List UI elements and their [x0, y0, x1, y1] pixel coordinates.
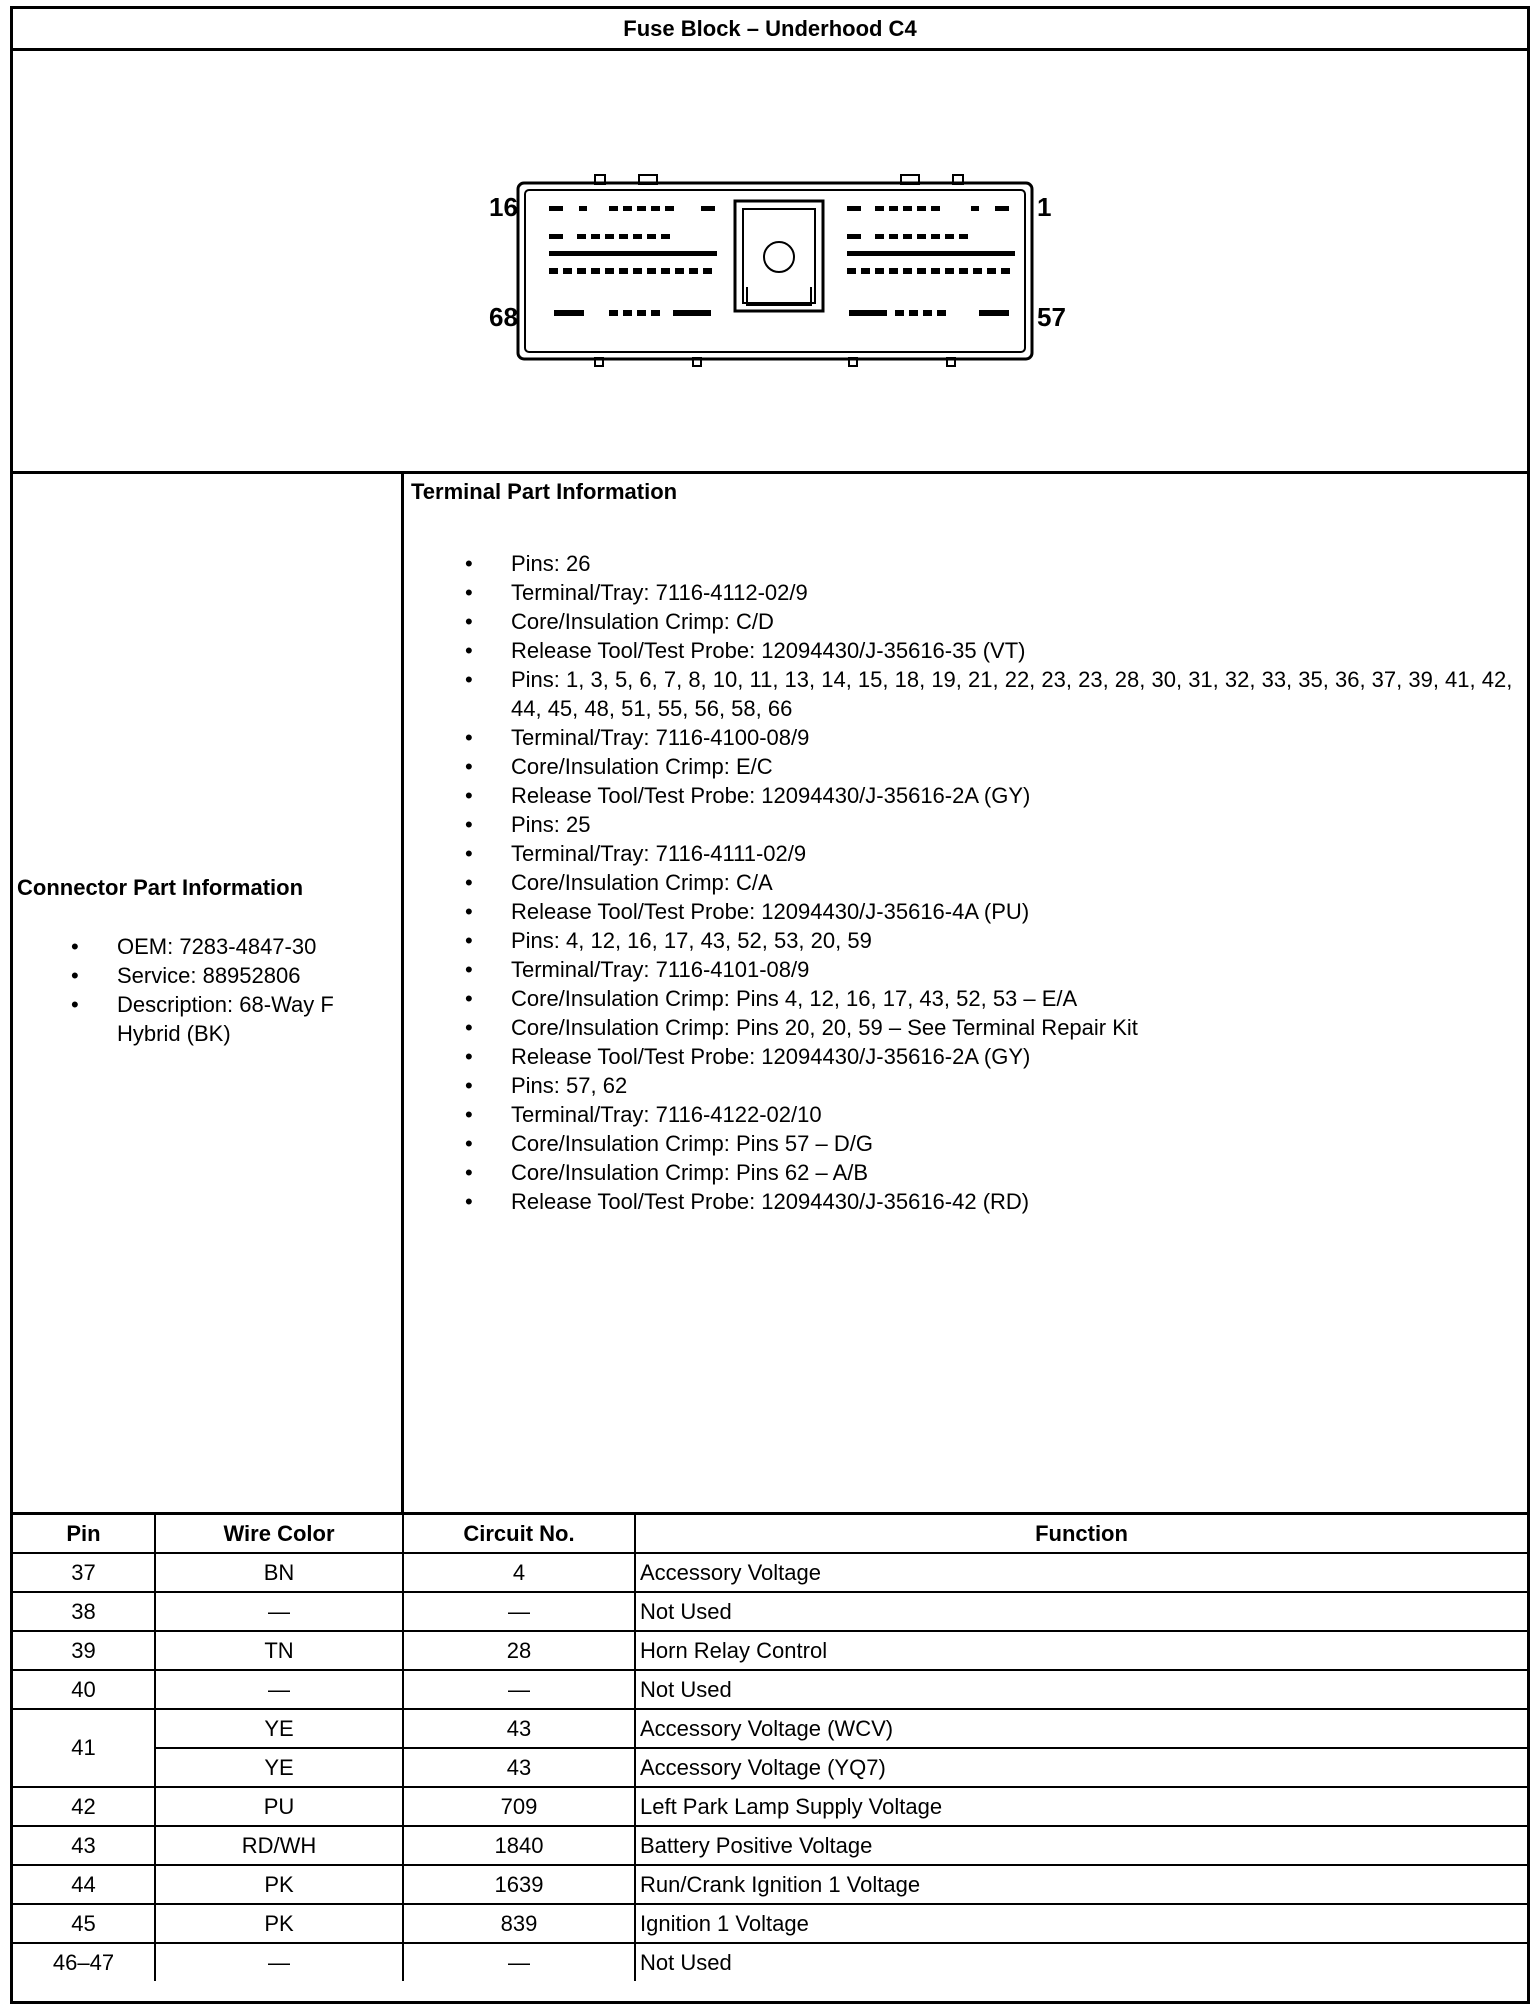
terminal-group-1 — [411, 549, 1521, 665]
terminal-cavity — [917, 206, 926, 211]
terminal-cavity — [661, 268, 670, 274]
terminal-cavity — [579, 206, 587, 211]
terminal-cavity — [895, 310, 904, 316]
cell-wire-color: TN — [155, 1631, 403, 1670]
terminal-cavity — [605, 234, 614, 239]
terminal-cavity — [623, 206, 632, 211]
cell-wire-color: BN — [155, 1553, 403, 1592]
cell-circuit: — — [403, 1943, 635, 1981]
pin-table — [13, 1512, 1527, 1981]
list-item: • Pins: 4, 12, 16, 17, 43, 52, 53, 20, 59 — [411, 926, 1521, 955]
cell-pin: 41 — [13, 1709, 155, 1787]
terminal-cavity — [875, 268, 884, 274]
table-row — [13, 1553, 1527, 1592]
terminal-cavity — [1001, 268, 1010, 274]
table-header-row — [13, 1514, 1527, 1554]
pin-label-top-right: 1 — [1037, 192, 1052, 222]
list-item: • Core/Insulation Crimp: E/C — [411, 752, 1521, 781]
table-row — [13, 1709, 1527, 1748]
terminal-cavity — [549, 206, 563, 211]
cell-pin: 45 — [13, 1904, 155, 1943]
terminal-part-info-heading: Terminal Part Information — [411, 479, 678, 504]
terminal-cavity — [651, 206, 660, 211]
cell-function: Run/Crank Ignition 1 Voltage — [635, 1865, 1527, 1904]
column-divider — [401, 474, 404, 1512]
cell-function: Accessory Voltage (WCV) — [635, 1709, 1527, 1748]
terminal-cavity — [979, 310, 1009, 316]
cell-function: Not Used — [635, 1943, 1527, 1981]
terminal-cavity — [945, 234, 954, 239]
terminal-group-2 — [411, 665, 1521, 810]
pin-label-top-left: 16 — [489, 192, 518, 222]
terminal-cavity — [577, 234, 586, 239]
terminal-cavity — [931, 268, 940, 274]
cell-circuit: — — [403, 1592, 635, 1631]
cell-wire-color: — — [155, 1670, 403, 1709]
terminal-cavity — [619, 268, 628, 274]
connector-part-info-list — [17, 932, 397, 1048]
cell-pin: 46–47 — [13, 1943, 155, 1981]
terminal-cavity — [903, 234, 912, 239]
terminal-cavity — [889, 234, 898, 239]
cell-circuit: 43 — [403, 1748, 635, 1787]
terminal-cavity — [971, 206, 979, 211]
cell-circuit: — — [403, 1670, 635, 1709]
terminal-cavity — [703, 268, 712, 274]
list-item: • Core/Insulation Crimp: Pins 20, 20, 59 – See Terminal Repair Kit — [411, 1013, 1521, 1042]
cell-pin: 39 — [13, 1631, 155, 1670]
pin-label-bottom-right: 57 — [1037, 302, 1066, 332]
terminal-cavity — [619, 234, 628, 239]
cell-function: Horn Relay Control — [635, 1631, 1527, 1670]
terminal-group-4 — [411, 926, 1521, 1071]
cell-function: Not Used — [635, 1592, 1527, 1631]
cell-wire-color: — — [155, 1592, 403, 1631]
terminal-cavity — [623, 310, 632, 316]
terminal-cavity — [554, 310, 584, 316]
cell-function: Not Used — [635, 1670, 1527, 1709]
list-item: • Core/Insulation Crimp: C/D — [411, 607, 1521, 636]
terminal-cavity — [605, 268, 614, 274]
table-row — [13, 1670, 1527, 1709]
terminal-cavity — [847, 268, 856, 274]
terminal-cavity — [973, 268, 982, 274]
table-row — [13, 1904, 1527, 1943]
table-row — [13, 1631, 1527, 1670]
terminal-cavity — [609, 310, 618, 316]
list-item: • Pins: 25 — [411, 810, 1521, 839]
terminal-cavity — [549, 234, 563, 239]
table-row — [13, 1943, 1527, 1981]
header-circuit-no: Circuit No. — [403, 1514, 635, 1554]
list-item: • Release Tool/Test Probe: 12094430/J-35616-4A (PU) — [411, 897, 1521, 926]
cell-pin: 37 — [13, 1553, 155, 1592]
cell-wire-color: PK — [155, 1865, 403, 1904]
connector-sheet — [10, 6, 1530, 2004]
terminal-cavity — [889, 206, 898, 211]
terminal-group-3 — [411, 810, 1521, 926]
list-item: • Core/Insulation Crimp: Pins 62 – A/B — [411, 1158, 1521, 1187]
list-item: • Release Tool/Test Probe: 12094430/J-35616-42 (RD) — [411, 1187, 1521, 1216]
cell-pin: 40 — [13, 1670, 155, 1709]
terminal-cavity — [637, 206, 646, 211]
table-row — [13, 1748, 1527, 1787]
terminal-cavity — [861, 268, 870, 274]
terminal-cavity — [923, 310, 932, 316]
pin-label-bottom-left: 68 — [489, 302, 518, 332]
terminal-cavity — [959, 268, 968, 274]
connector-face-diagram — [13, 51, 1527, 471]
terminal-cavity — [665, 206, 674, 211]
terminal-group-5 — [411, 1071, 1521, 1216]
header-wire-color: Wire Color — [155, 1514, 403, 1554]
list-item: • Terminal/Tray: 7116-4122-02/10 — [411, 1100, 1521, 1129]
terminal-cavity — [673, 310, 711, 316]
terminal-cavity — [675, 268, 684, 274]
header-pin: Pin — [13, 1514, 155, 1554]
list-item: • Release Tool/Test Probe: 12094430/J-35616-35 (VT) — [411, 636, 1521, 665]
header-function: Function — [635, 1514, 1527, 1554]
list-item: • Core/Insulation Crimp: Pins 4, 12, 16, 17, 43, 52, 53 – E/A — [411, 984, 1521, 1013]
cell-wire-color: RD/WH — [155, 1826, 403, 1865]
list-item: • Terminal/Tray: 7116-4101-08/9 — [411, 955, 1521, 984]
cell-wire-color: PU — [155, 1787, 403, 1826]
terminal-cavity — [633, 234, 642, 239]
cell-circuit: 43 — [403, 1709, 635, 1748]
cell-pin: 43 — [13, 1826, 155, 1865]
terminal-cavity — [917, 268, 926, 274]
terminal-cavity — [609, 206, 618, 211]
terminal-cavity — [847, 206, 861, 211]
part-info-area — [13, 474, 1527, 1512]
terminal-cavity — [633, 268, 642, 274]
terminal-cavity — [689, 268, 698, 274]
terminal-cavity — [549, 268, 558, 274]
list-item: • Core/Insulation Crimp: C/A — [411, 868, 1521, 897]
terminal-cavity — [563, 268, 572, 274]
terminal-cavity — [959, 234, 968, 239]
list-item: • OEM: 7283-4847-30 — [17, 932, 397, 961]
terminal-cavity — [591, 268, 600, 274]
terminal-cavity — [931, 206, 940, 211]
list-item: • Core/Insulation Crimp: Pins 57 – D/G — [411, 1129, 1521, 1158]
terminal-cavity — [987, 268, 996, 274]
list-item: • Description: 68-Way F Hybrid (BK) — [17, 990, 397, 1048]
terminal-cavity — [875, 234, 884, 239]
terminal-cavity — [945, 268, 954, 274]
terminal-cavity — [847, 234, 861, 239]
terminal-cavity — [577, 268, 586, 274]
terminal-cavity — [909, 310, 918, 316]
cell-wire-color: YE — [155, 1748, 403, 1787]
terminal-cavity — [931, 234, 940, 239]
terminal-cavity — [701, 206, 715, 211]
list-item: • Terminal/Tray: 7116-4112-02/9 — [411, 578, 1521, 607]
terminal-cavity — [847, 251, 1015, 256]
cell-circuit: 4 — [403, 1553, 635, 1592]
terminal-part-info — [411, 478, 1521, 1216]
terminal-cavity — [637, 310, 646, 316]
table-row — [13, 1826, 1527, 1865]
terminal-cavity — [549, 251, 717, 256]
terminal-cavity — [849, 310, 887, 316]
list-item: • Terminal/Tray: 7116-4111-02/9 — [411, 839, 1521, 868]
cell-circuit: 709 — [403, 1787, 635, 1826]
cell-function: Accessory Voltage (YQ7) — [635, 1748, 1527, 1787]
connector-part-info — [17, 874, 397, 1048]
page-title: Fuse Block – Underhood C4 — [13, 9, 1527, 51]
cell-circuit: 1639 — [403, 1865, 635, 1904]
terminal-cavity — [937, 310, 946, 316]
cell-wire-color: YE — [155, 1709, 403, 1748]
cell-circuit: 1840 — [403, 1826, 635, 1865]
terminal-cavity — [875, 206, 884, 211]
list-item: • Release Tool/Test Probe: 12094430/J-35616-2A (GY) — [411, 1042, 1521, 1071]
table-row — [13, 1592, 1527, 1631]
cell-function: Ignition 1 Voltage — [635, 1904, 1527, 1943]
table-row — [13, 1787, 1527, 1826]
list-item: • Release Tool/Test Probe: 12094430/J-35616-2A (GY) — [411, 781, 1521, 810]
cell-function: Left Park Lamp Supply Voltage — [635, 1787, 1527, 1826]
terminal-cavity — [647, 234, 656, 239]
list-item: • Pins: 1, 3, 5, 6, 7, 8, 10, 11, 13, 14, 15, 18, 19, 21, 22, 23, 23, 28, 30, 31, 32, 33, 35, 36, 37, 39, 41, 42, 44, 45, 48, 51, 55, 56, 58, 66 — [411, 665, 1521, 723]
terminal-cavity — [651, 310, 660, 316]
cell-wire-color: PK — [155, 1904, 403, 1943]
terminal-cavity — [647, 268, 656, 274]
cell-function: Battery Positive Voltage — [635, 1826, 1527, 1865]
cell-circuit: 28 — [403, 1631, 635, 1670]
terminal-cavity — [889, 268, 898, 274]
connector-part-info-heading: Connector Part Information — [17, 875, 304, 900]
cell-circuit: 839 — [403, 1904, 635, 1943]
cell-wire-color: — — [155, 1943, 403, 1981]
list-item: • Pins: 26 — [411, 549, 1521, 578]
terminal-cavity — [995, 206, 1009, 211]
terminal-cavity — [661, 234, 670, 239]
cell-pin: 42 — [13, 1787, 155, 1826]
terminal-cavity — [903, 206, 912, 211]
terminal-cavity — [591, 234, 600, 239]
cell-pin: 38 — [13, 1592, 155, 1631]
cell-function: Accessory Voltage — [635, 1553, 1527, 1592]
terminal-cavities — [549, 206, 1015, 316]
terminal-cavity — [903, 268, 912, 274]
list-item: • Pins: 57, 62 — [411, 1071, 1521, 1100]
connector-diagram-area — [13, 51, 1527, 474]
list-item: • Terminal/Tray: 7116-4100-08/9 — [411, 723, 1521, 752]
table-row — [13, 1865, 1527, 1904]
list-item: • Service: 88952806 — [17, 961, 397, 990]
cell-pin: 44 — [13, 1865, 155, 1904]
terminal-cavity — [917, 234, 926, 239]
